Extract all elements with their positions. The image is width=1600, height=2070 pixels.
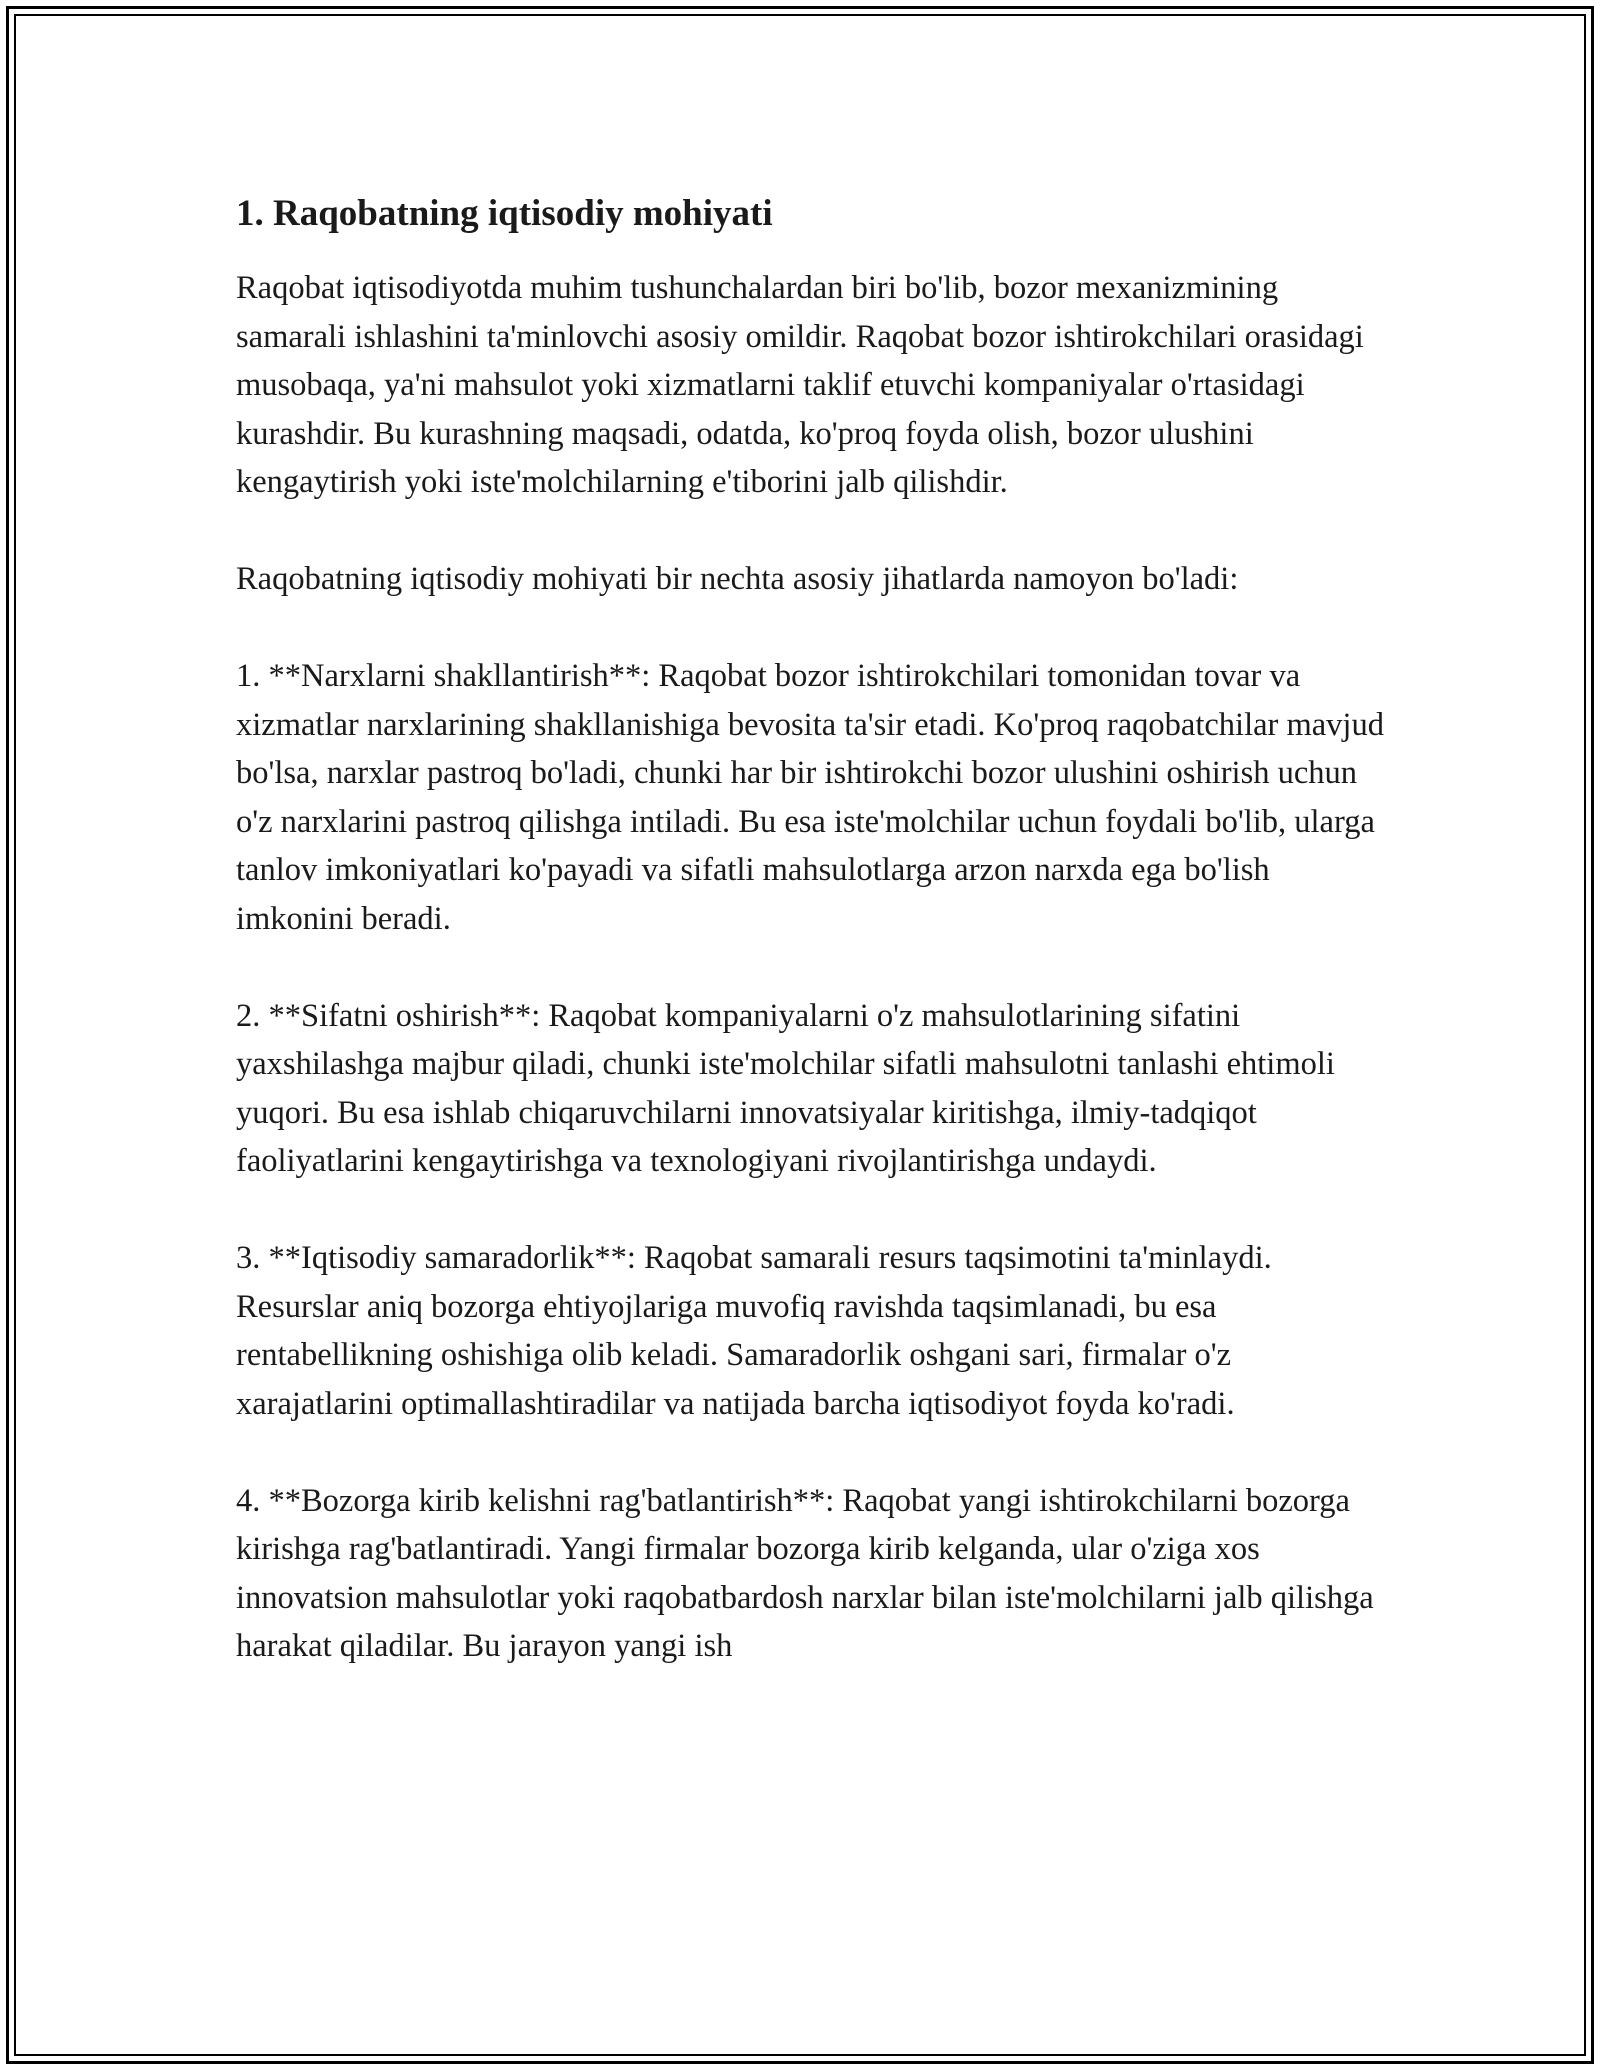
paragraph-item-1: 1. **Narxlarni shakllantirish**: Raqobat bozor ishtirokchilari tomonidan tovar va xizmatlar narxlarining shakllanishiga bevosita ta'sir etadi. Ko'proq raqobatchilar mavjud bo'lsa, narxlar pastroq bo'ladi, chunki har bir ishtirokchi bozor ulushini oshirish uchun o'z narxlarini pastroq qilishga intiladi. Bu esa iste'molchilar uchun foydali bo'lib, ularga tanlov imkoniyatlari ko'payadi va sifatli mahsulotlarga arzon narxda ega bo'lish imkonini beradi. xyxy=(236,658,1384,937)
paragraph-item-2: 2. **Sifatni oshirish**: Raqobat kompaniyalarni o'z mahsulotlarining sifatini yaxshilashga majbur qiladi, chunki iste'molchilar sifatli mahsulotni tanlashi ehtimoli yuqori. Bu esa ishlab chiqaruvchilarni innovatsiyalar kiritishga, ilmiy-tadqiqot faoliyatlarini kengaytirishga va texnologiyani rivojlantirishga undaydi. xyxy=(236,997,1335,1179)
paragraph-aspects-lead: Raqobatning iqtisodiy mohiyati bir nechta asosiy jihatlarda namoyon bo'ladi: xyxy=(236,561,1239,597)
paragraph-item-4: 4. **Bozorga kirib kelishni rag'batlantirish**: Raqobat yangi ishtirokchilarni bozorga kirishga rag'batlantiradi. Yangi firmalar bozorga kirib kelganda, ular o'ziga xos innovatsion mahsulotlar yoki raqobatbardosh narxlar bilan iste'molchilarni jalb qilishga harakat qiladilar. Bu jarayon yangi ish xyxy=(236,1482,1374,1664)
paragraph-item-3: 3. **Iqtisodiy samaradorlik**: Raqobat samarali resurs taqsimotini ta'minlaydi. Resurslar aniq bozorga ehtiyojlariga muvofiq ravishda taqsimlanadi, bu esa rentabellikning oshishiga olib keladi. Samaradorlik oshgani sari, firmalar o'z xarajatlarini optimallashtiradilar va natijada barcha iqtisodiyot foyda ko'radi. xyxy=(236,1240,1272,1422)
document-body xyxy=(236,186,1386,1719)
paragraph-intro: Raqobat iqtisodiyotda muhim tushunchalardan biri bo'lib, bozor mexanizmining samarali ishlashini ta'minlovchi asosiy omildir. Raqobat bozor ishtirokchilari orasidagi musobaqa, ya'ni mahsulot yoki xizmatlarni taklif etuvchi kompaniyalar o'rtasidagi kurashdir. Bu kurashning maqsadi, odatda, ko'proq foyda olish, bozor ulushini kengaytirish yoki iste'molchilarning e'tiborini jalb qilishdir. xyxy=(236,270,1364,500)
section-heading: 1. Raqobatning iqtisodiy mohiyati xyxy=(236,193,773,234)
